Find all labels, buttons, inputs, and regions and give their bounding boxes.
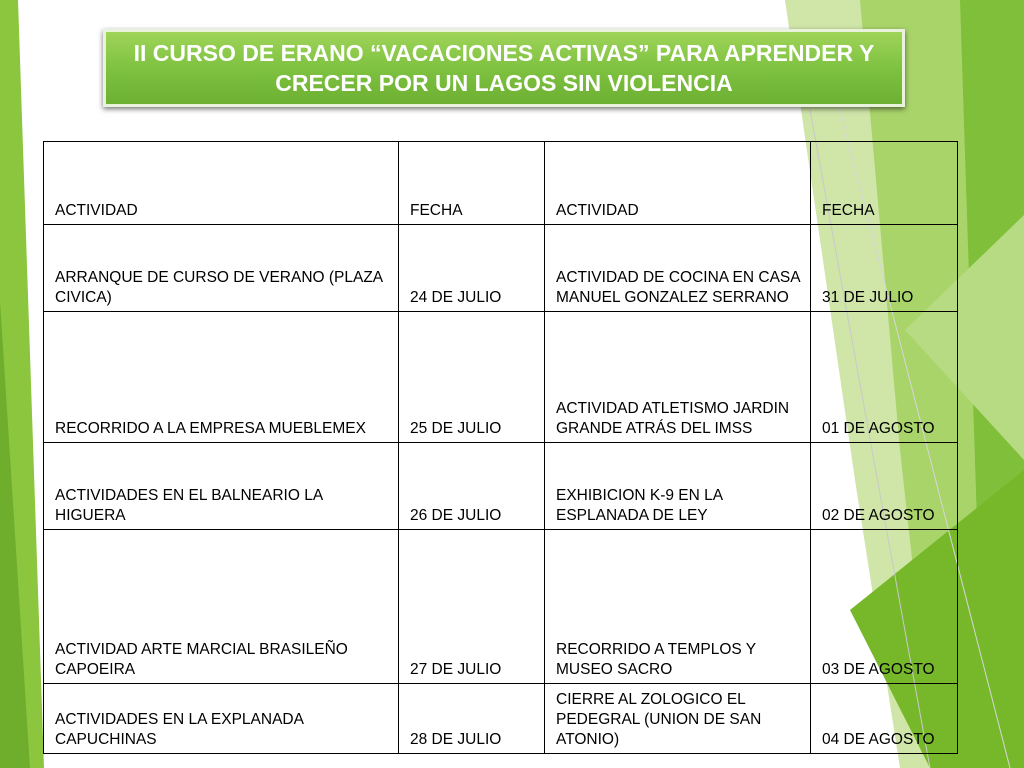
- activity-cell: ACTIVIDADES EN EL BALNEARIO LA HIGUERA: [44, 443, 399, 530]
- activity-cell: ACTIVIDADES EN LA EXPLANADA CAPUCHINAS: [44, 684, 399, 754]
- table-row: [44, 443, 958, 530]
- activities-table: [43, 141, 958, 754]
- activity-cell: ACTIVIDAD ATLETISMO JARDIN GRANDE ATRÁS DEL IMSS: [545, 312, 811, 443]
- table-row: [44, 684, 958, 754]
- date-cell: 24 DE JULIO: [399, 225, 545, 312]
- date-cell: 02 DE AGOSTO: [811, 443, 958, 530]
- title-line-2: CRECER POR UN LAGOS SIN VIOLENCIA: [275, 70, 733, 96]
- table-row: [44, 530, 958, 684]
- header-fecha: FECHA: [399, 142, 545, 225]
- date-cell: 28 DE JULIO: [399, 684, 545, 754]
- date-cell: 31 DE JULIO: [811, 225, 958, 312]
- date-cell: 27 DE JULIO: [399, 530, 545, 684]
- activity-cell: ARRANQUE DE CURSO DE VERANO (PLAZA CIVICA): [44, 225, 399, 312]
- activity-cell: EXHIBICION K-9 EN LA ESPLANADA DE LEY: [545, 443, 811, 530]
- activity-cell: RECORRIDO A LA EMPRESA MUEBLEMEX: [44, 312, 399, 443]
- activity-cell: CIERRE AL ZOLOGICO EL PEDEGRAL (UNION DE SAN ATONIO): [545, 684, 811, 754]
- table-row: [44, 225, 958, 312]
- activity-cell: ACTIVIDAD ARTE MARCIAL BRASILEÑO CAPOEIRA: [44, 530, 399, 684]
- title-line-1: II CURSO DE ERANO “VACACIONES ACTIVAS” PARA APRENDER Y: [133, 40, 875, 66]
- date-cell: 03 DE AGOSTO: [811, 530, 958, 684]
- date-cell: 01 DE AGOSTO: [811, 312, 958, 443]
- table-row: [44, 312, 958, 443]
- header-actividad: ACTIVIDAD: [44, 142, 399, 225]
- activity-cell: RECORRIDO A TEMPLOS Y MUSEO SACRO: [545, 530, 811, 684]
- activity-cell: ACTIVIDAD DE COCINA EN CASA MANUEL GONZALEZ SERRANO: [545, 225, 811, 312]
- table-header-row: [44, 142, 958, 225]
- date-cell: 04 DE AGOSTO: [811, 684, 958, 754]
- date-cell: 26 DE JULIO: [399, 443, 545, 530]
- header-fecha: FECHA: [811, 142, 958, 225]
- date-cell: 25 DE JULIO: [399, 312, 545, 443]
- header-actividad: ACTIVIDAD: [545, 142, 811, 225]
- title-banner: [103, 29, 905, 107]
